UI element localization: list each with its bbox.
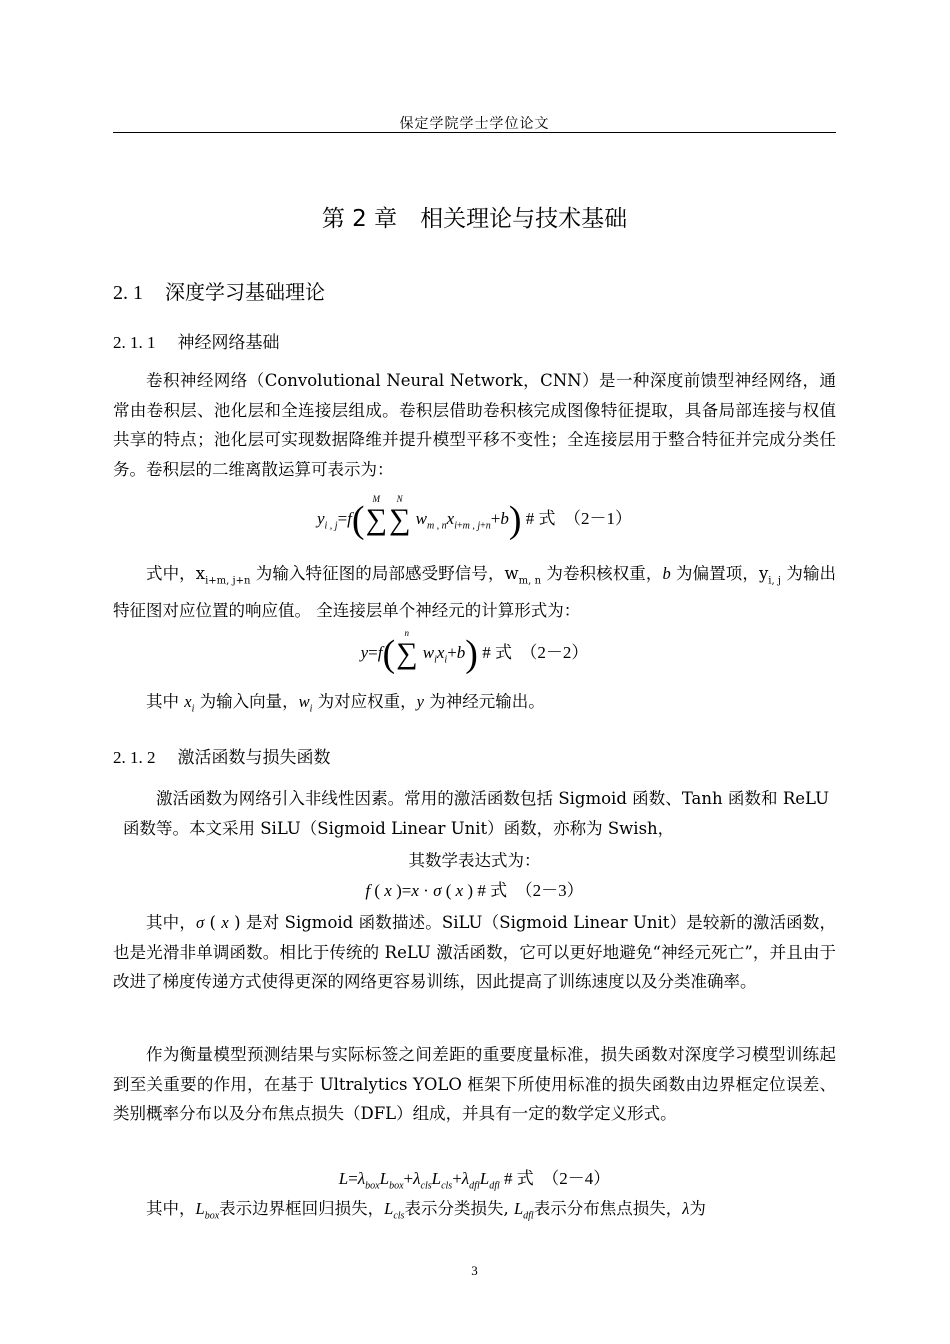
section-heading-2-1 [113, 276, 325, 305]
subsection-heading-2-1-1 [113, 328, 280, 353]
section-title: 深度学习基础理论 [165, 280, 325, 304]
equation-tag: # 式 （2－3） [477, 881, 584, 900]
paragraph-activation-intro: 激活函数为网络引入非线性因素。常用的激活函数包括 Sigmoid 函数、Tanh 函数和 ReLU 函数等。本文采用 SiLU（Sigmoid Linear Unit）函数，亦称为 Swish， [123, 789, 829, 838]
subsection-title: 激活函数与损失函数 [177, 748, 331, 768]
subsection-title: 神经网络基础 [177, 333, 280, 353]
paragraph-silu-description: 其中，σ ( x ) 是对 Sigmoid 函数描述。SiLU（Sigmoid Linear Unit）是较新的激活函数，也是光滑非单调函数。相比于传统的 ReLU 激活函数，它可以更好地避免“神经元死亡”，并且由于改进了梯度传递方式使得更深的网络更容易训练，因此提高了训练速度以及分类准确率。 [113, 913, 837, 991]
running-header: 保定学院学士学位论文 [399, 116, 550, 132]
paragraph-cnn-intro: 卷积神经网络（Convolutional Neural Network，CNN）是一种深度前馈型神经网络，通常由卷积层、池化层和全连接层组成。卷积层借助卷积核完成图像特征提取，具备局部连接与权值共享的特点；池化层可实现数据降维并提升模型平移不变性；全连接层用于整合特征并完成分类任务。卷积层的二维离散运算可表示为： [113, 371, 836, 479]
equation-2-2: y=f( n ∑ $w_ix_i+b$) # 式 （2－2） [360, 628, 589, 675]
equation-2-3: f ( x )=x · σ ( x ) # 式 （2－3） [365, 881, 584, 900]
subsection-heading-2-1-2 [113, 743, 331, 768]
section-number: 2. 1 [113, 282, 143, 304]
paragraph-eq2-explanation: 其中 $x_i$ 为输入向量，$w_i$ 为对应权重，y 为神经元输出。 [146, 692, 545, 715]
subsection-number: 2. 1. 2 [113, 748, 156, 767]
header-rule [113, 132, 836, 133]
paragraph-loss-intro: 作为衡量模型预测结果与实际标签之间差距的重要度量标准，损失函数对深度学习模型训练起到至关重要的作用，在基于 Ultralytics YOLO 框架下所使用标准的损失函数由边界框定位误差、类别概率分布以及分布焦点损失（DFL）组成，并具有一定的数学定义形式。 [113, 1045, 836, 1123]
paragraph-loss-explanation: 其中，$L_{box}$表示边界框回归损失，$L_{cls}$表示分类损失, $L_{dfl}$表示分布焦点损失，λ为 [146, 1199, 706, 1222]
paragraph-activation-intro-line2: 其数学表达式为： [408, 851, 541, 870]
equation-tag: # 式 （2－4） [504, 1169, 611, 1188]
chapter-title: 第 2 章 相关理论与技术基础 [321, 206, 628, 232]
paragraph-eq1-explanation: 式中，$x_{i+m, j+n}$ 为输入特征图的局部感受野信号，$w_{m, n}$ 为卷积核权重，b 为偏置项，$y_{i, j}$ 为输出特征图对应位置的响应值。 全连接层单个神经元的计算形式为： [113, 564, 837, 620]
equation-tag: # 式 （2－2） [482, 642, 589, 662]
page-number: 3 [471, 1263, 478, 1278]
subsection-number: 2. 1. 1 [113, 333, 156, 352]
equation-tag: # 式 （2－1） [525, 508, 633, 528]
equation-2-4: $L=\lambda_{box}L_{box}+\lambda_{cls}L_{cls}+\lambda_{dfl}L_{dfl}$ # 式 （2－4） [338, 1169, 611, 1192]
equation-2-1: $y_{i , j}=f$( M ∑ N ∑ $w_{m , n}x_{i+m , j+n}+b$) # 式 （2－1） [316, 494, 633, 541]
